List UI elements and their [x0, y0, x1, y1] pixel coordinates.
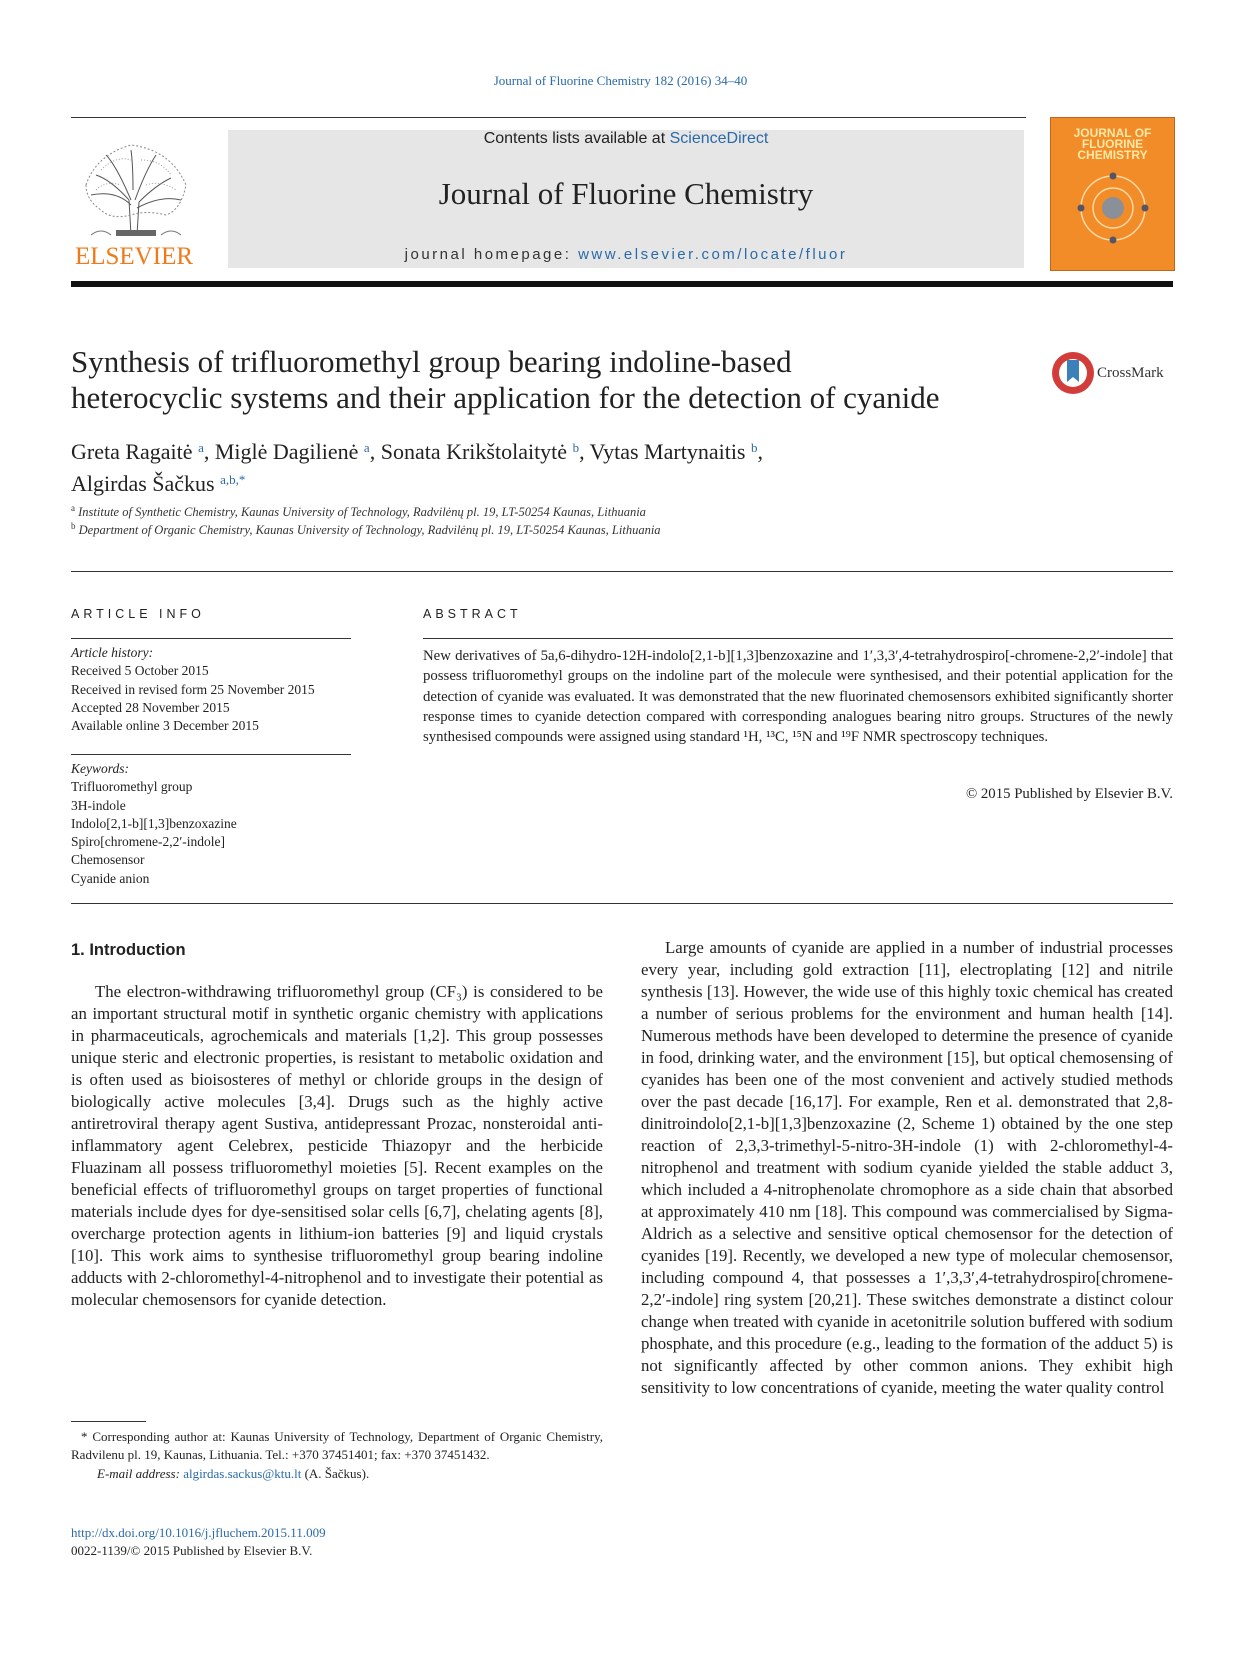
doi-link[interactable]: http://dx.doi.org/10.1016/j.jfluchem.2015.11.009	[71, 1525, 326, 1540]
contents-prefix: Contents lists available at	[483, 130, 666, 147]
journal-title: Journal of Fluorine Chemistry	[438, 176, 814, 211]
affiliation-b: $^b$ Department of Organic Chemistry, Kaunas University of Technology, Radvilėnų pl. 19, LT-50254 Kaunas, Lithuania	[71, 521, 661, 538]
history-item: Available online 3 December 2015	[71, 718, 259, 734]
cover-atom-graphic	[1073, 168, 1153, 248]
keyword: Cyanide anion	[71, 870, 150, 886]
author-list: Greta Ragaitė $^a$, Miglė Dagilienė $^a$, Sonata Krikštolaitytė $^b$, Vytas Martynaitis $^b$, Algirdas Šačkus $^{a,b,*}$	[71, 439, 763, 496]
keyword: Chemosensor	[71, 852, 145, 868]
affiliation-a-text: Institute of Synthetic Chemistry, Kaunas University of Technology, Radvilėnų pl. 19, LT-50254 Kaunas, Lithuania	[78, 505, 646, 520]
abstract-copyright: © 2015 Published by Elsevier B.V.	[965, 786, 1173, 802]
history-item: Received in revised form 25 November 2015	[71, 681, 315, 697]
history-item: Received 5 October 2015	[71, 663, 209, 679]
article-title-line-2: heterocyclic systems and their application for the detection of cyanide	[71, 380, 940, 415]
journal-homepage-line	[228, 246, 1024, 263]
intro-paragraph-1: The electron-withdrawing trifluoromethyl group (CF₃) is considered to be an important structural motif in synthetic organic chemistry with applications in pharmaceuticals, agrochemicals and materials [1,2]. This group possesses unique steric and electronic properties, is resistant to metabolic oxidation and is often used as bioisosteres of methyl or chloride groups in the design of biologically active molecules [3,4]. Drugs such as the highly active antiretroviral therapy agent Sustiva, antidepressant Prozac, nonsteroidal anti-inflammatory agent Celebrex, pesticide Thiazopyr and the herbicide Fluazinam all possess trifluoromethyl moieties [5]. Recent examples on the beneficial effects of trifluoromethyl groups on target properties of functional materials include dyes for dye-sensitised solar cells [6,7], chelating agents [8], overcharge protection agents in lithium-ion batteries [9] and liquid crystals [10]. This work aims to synthesise trifluoromethyl group bearing indoline adducts with 2-chloromethyl-4-nitrophenol and to investigate their potential as molecular chemosensors for cyanide detection.	[71, 982, 603, 1309]
keyword: Spiro[chromene-2,2′-indole]	[71, 834, 226, 850]
author-affiliation-marker[interactable]: a	[363, 440, 370, 455]
abstract-text: New derivatives of 5a,6-dihydro-12H-indolo[2,1-b][1,3]benzoxazine and 1′,3,3′,4-tetrahydrospiro[-chromene-2,2′-indole] that possess trifluoromethyl groups on the indoline part of the molecule were synthesised, and their potential application for the detection of cyanide was evaluated. It was demonstrated that the new fluorinated chemosensors exhibited significantly shorter response times to cyanide detection compared with corresponding analogues bearing nitro groups. Structures of the newly synthesised compounds were assigned using standard ¹H, ¹³C, ¹⁵N and ¹⁹F NMR spectroscopy techniques.	[423, 648, 1173, 746]
article-title	[71, 344, 1051, 416]
article-history	[71, 644, 351, 735]
homepage-link[interactable]: www.elsevier.com/locate/fluor	[578, 246, 848, 263]
author-name[interactable]: Vytas Martynaitis	[589, 439, 746, 464]
elsevier-wordmark: ELSEVIER	[74, 243, 194, 270]
abstract-heading: ABSTRACT	[423, 607, 522, 621]
corresponding-author-footnote	[71, 1428, 603, 1483]
contents-line	[228, 130, 1024, 148]
affiliation-b-text: Department of Organic Chemistry, Kaunas University of Technology, Radvilėnų pl. 19, LT-50254 Kaunas, Lithuania	[78, 523, 661, 538]
email-suffix: (A. Šačkus).	[304, 1465, 370, 1481]
article-info-rule	[71, 638, 351, 639]
section-rule	[71, 571, 1173, 572]
author-affiliation-marker[interactable]: a	[198, 440, 204, 455]
author-name[interactable]: Algirdas Šačkus	[71, 471, 215, 496]
header-top-rule	[71, 117, 1026, 118]
author-name[interactable]: Sonata Krikštolaitytė	[380, 439, 568, 464]
author-name[interactable]: Greta Ragaitė	[71, 439, 193, 464]
keywords-rule	[71, 754, 351, 755]
doi-block	[71, 1524, 326, 1560]
header-thick-rule	[71, 281, 1173, 287]
keywords-list	[71, 760, 351, 888]
homepage-prefix: journal homepage:	[404, 246, 572, 263]
history-item: Accepted 28 November 2015	[71, 699, 230, 715]
crossmark-icon	[1050, 350, 1096, 396]
section-rule	[71, 903, 1173, 904]
abstract-rule	[423, 638, 1173, 639]
author-name[interactable]: Miglė Dagilienė	[214, 439, 359, 464]
history-label: Article history:	[71, 645, 154, 660]
journal-citation-link[interactable]: Journal of Fluorine Chemistry 182 (2016) 34–40	[493, 73, 748, 88]
author-affiliation-marker[interactable]: b	[572, 440, 580, 455]
author-affiliation-marker[interactable]: a,b,*	[220, 472, 246, 487]
issn-line: 0022-1139/© 2015 Published by Elsevier B.V.	[71, 1543, 313, 1558]
intro-column-left	[71, 981, 603, 1311]
sciencedirect-link[interactable]: ScienceDirect	[669, 130, 769, 147]
journal-cover-image[interactable]	[1050, 117, 1175, 271]
crossmark-label: CrossMark	[1097, 365, 1164, 381]
article-title-line-1: Synthesis of trifluoromethyl group bearing indoline-based	[71, 344, 792, 379]
article-info-heading: ARTICLE INFO	[71, 607, 205, 621]
elsevier-logo	[71, 130, 198, 272]
intro-column-right	[641, 937, 1173, 1399]
intro-paragraph-2: Large amounts of cyanide are applied in a number of industrial processes every year, including gold extraction [11], electroplating [12] and nitrile synthesis [13]. However, the wide use of this highly toxic chemical has created a number of serious problems for the environment and human health [14]. Numerous methods have been developed to determine the presence of cyanide in food, drinking water, and the environment [15], but optical chemosensing of cyanides has been one of the most convenient and actively studied methods over the past decade [16,17]. For example, Ren et al. demonstrated that 2,8-dinitroindolo[2,1-b][1,3]benzoxazine (2, Scheme 1) obtained by the one step reaction of 2,3,3-trimethyl-5-nitro-3H-indole (1) with 2-chloromethyl-4-nitrophenol and treatment with sodium cyanide yielded the stable adduct 3, which included a 4-nitrophenolate chromophore as a side chain that absorbed at approximately 410 nm [18]. This compound was commercialised by Sigma-Aldrich as a selective and sensitive optical chemosensor for the detection of cyanides [19]. Recently, we developed a new type of molecular chemosensor, including compound 4, that possesses a 1′,3,3′,4-tetrahydrospiro[chromene-2,2′-indole] ring system [20,21]. These switches demonstrate a distinct colour change when treated with cyanide in acetonitrile solution buffered with sodium phosphate, and this procedure (e.g., leading to the formation of the adduct 5) is not significantly affected by other common anions. They exhibit high sensitivity to low concentrations of cyanide, meeting the water quality control	[641, 938, 1173, 1397]
email-link[interactable]: algirdas.sackus@ktu.lt	[183, 1465, 302, 1481]
keyword: Trifluoromethyl group	[71, 779, 193, 795]
keyword: Indolo[2,1-b][1,3]benzoxazine	[71, 815, 237, 831]
introduction-heading: 1. Introduction	[71, 941, 186, 959]
cover-title: JOURNAL OF FLUORINE CHEMISTRY	[1073, 126, 1152, 162]
footnote-rule	[71, 1421, 146, 1422]
keywords-label: Keywords:	[71, 761, 129, 776]
corresponding-note: * Corresponding author at: Kaunas University of Technology, Department of Organic Chemistry, Radvilenu pl. 19, Kaunas, Lithuania. Tel.: +370 37451401; fax: +370 37451432.	[71, 1429, 603, 1463]
author-affiliation-marker[interactable]: b	[751, 440, 758, 455]
keyword: 3H-indole	[71, 797, 126, 813]
email-label: E-mail address:	[97, 1465, 180, 1481]
affiliation-a: $^a$ Institute of Synthetic Chemistry, Kaunas University of Technology, Radvilėnų pl. 19, LT-50254 Kaunas, Lithuania	[71, 503, 646, 520]
